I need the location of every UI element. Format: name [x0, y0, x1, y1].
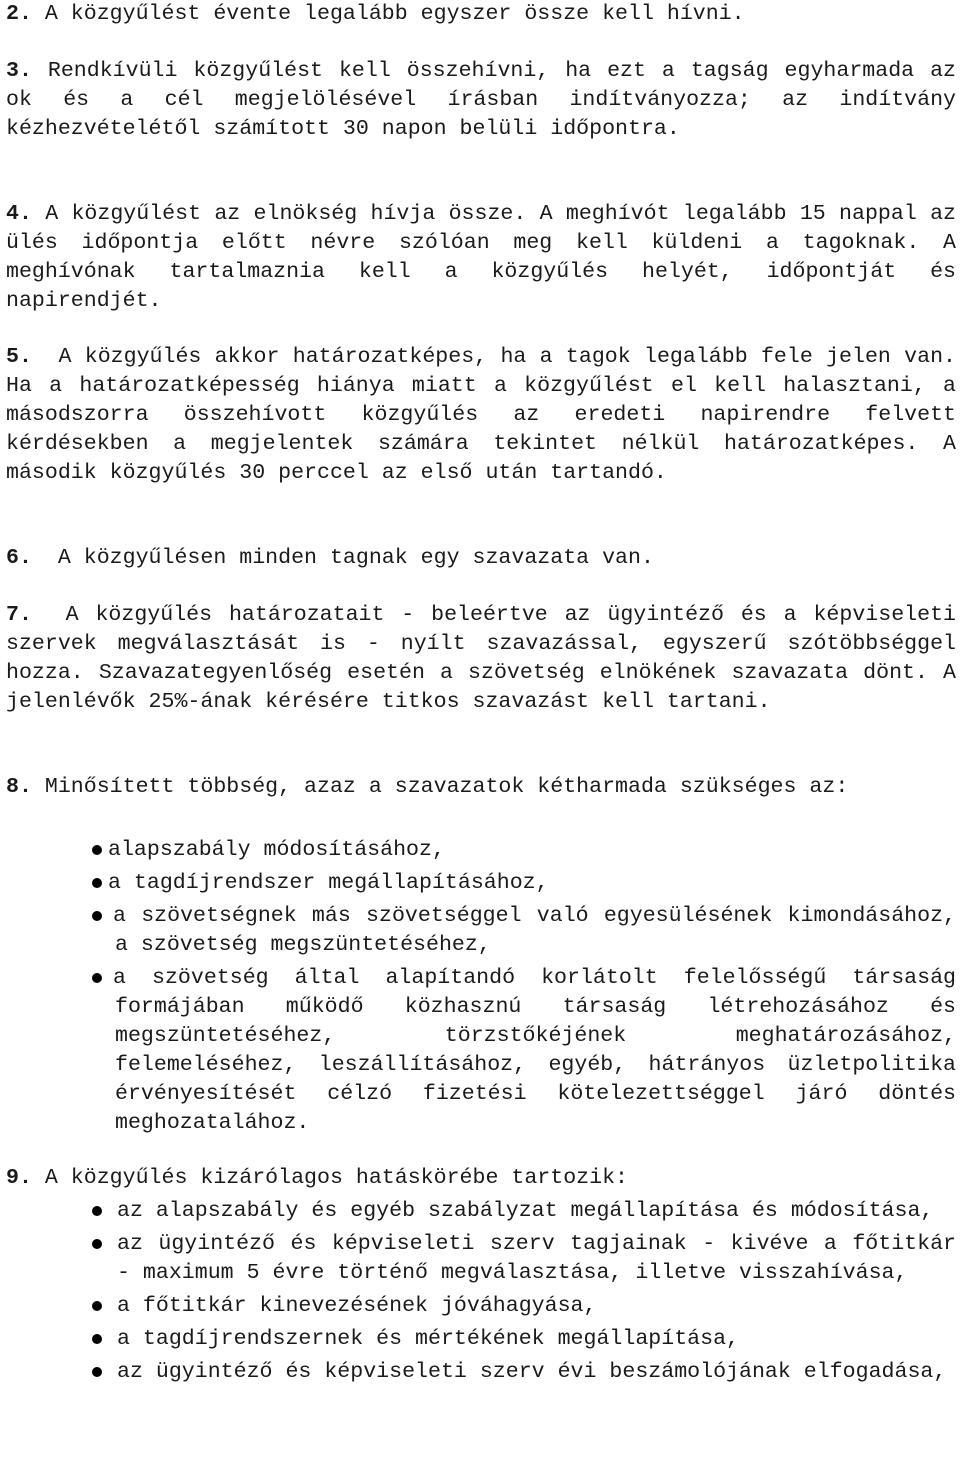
- section-number: 7.: [6, 603, 32, 627]
- section-text: A közgyűlés akkor határozatképes, ha a tagok legalább fele jelen van. Ha a határozatképesség hiánya miatt a közgyűlést el kell halasztani, a másodszorra összehívott közgyűlés az eredeti napirendre felvett kérdésekben a megjelentek számára tekintet nélkül határozatképes. A második közgyűlés 30 perccel az első után tartandó.: [6, 345, 956, 485]
- section-text: A közgyűlés kizárólagos hatáskörébe tartozik:: [44, 1166, 629, 1190]
- bullet-icon: [92, 1206, 102, 1216]
- section-number: 2.: [6, 2, 32, 26]
- list-item: [0, 1292, 956, 1321]
- section-number: 6.: [6, 546, 32, 570]
- section-6: [6, 544, 956, 573]
- section-text: Minősített többség, azaz a szavazatok kétharmada szükséges az:: [44, 775, 849, 799]
- section-2: [6, 0, 956, 29]
- list-item-text: az ügyintéző és képviseleti szerv évi beszámolójának elfogadása,: [117, 1360, 947, 1384]
- section-number: 5.: [6, 345, 32, 369]
- list-item-text: a tagdíjrendszer megállapításához,: [108, 871, 549, 895]
- section-number: 3.: [6, 59, 32, 83]
- list-item-text: az alapszabály és egyéb szabályzat megállapítása és módosítása,: [117, 1199, 934, 1223]
- list-item-text: a szövetség által alapítandó korlátolt felelősségű társaság formájában működő közhasznú társaság létrehozásához és megszüntetéséhez, törzstőkéjének meghatározásához, felemeléséhez, leszállításához, egyéb, hátrányos üzletpolitika érvényesítését célzó fizetési kötelezettséggel járó döntés meghozatalához.: [113, 966, 956, 1135]
- section-3: [6, 57, 956, 144]
- section-4: [6, 200, 956, 316]
- bullet-icon: [92, 911, 102, 921]
- section-text: A közgyűlés határozatait - beleértve az ügyintéző és a képviseleti szervek megválasztását is - nyílt szavazással, egyszerű szótöbbséggel hozza. Szavazategyenlőség esetén a szövetség elnökének szavazata dönt. A jelenlévők 25%-ának kérésére titkos szavazást kell tartani.: [6, 603, 956, 714]
- bullet-icon: [92, 973, 102, 983]
- list-item: [0, 1325, 956, 1354]
- list-item-text: a főtitkár kinevezésének jóváhagyása,: [117, 1294, 597, 1318]
- list-item-text: a tagdíjrendszernek és mértékének megállapítása,: [117, 1327, 740, 1351]
- bullet-icon: [92, 845, 102, 855]
- list-item: [0, 1358, 956, 1387]
- list-item: [0, 964, 956, 1138]
- list-item-text: az ügyintéző és képviseleti szerv tagjainak - kivéve a főtitkár - maximum 5 évre történő megválasztása, illetve visszahívása,: [117, 1232, 956, 1285]
- bullet-icon: [92, 1334, 102, 1344]
- bullet-icon: [92, 878, 102, 888]
- list-item: [0, 1197, 956, 1226]
- section-7: [6, 601, 956, 717]
- section-number: 9.: [6, 1166, 32, 1190]
- section-8: [6, 773, 956, 802]
- section-text: A közgyűlést évente legalább egyszer össze kell hívni.: [44, 2, 745, 26]
- list-item: [0, 902, 956, 960]
- list-item-text: a szövetségnek más szövetséggel való egyesülésének kimondásához, a szövetség megszüntetéséhez,: [113, 904, 956, 957]
- bullet-icon: [92, 1367, 102, 1377]
- section-text: A közgyűlésen minden tagnak egy szavazata van.: [57, 546, 654, 570]
- list-item: [0, 1230, 956, 1288]
- list-item-text: alapszabály módosításához,: [108, 838, 445, 862]
- section-number: 4.: [6, 202, 32, 226]
- bullet-icon: [92, 1301, 102, 1311]
- list-section-8: [0, 836, 956, 1138]
- list-item: [0, 869, 956, 898]
- section-text: A közgyűlést az elnökség hívja össze. A meghívót legalább 15 nappal az ülés időpontja előtt névre szólóan meg kell küldeni a tagoknak. A meghívónak tartalmaznia kell a közgyűlés helyét, időpontját és napirendjét.: [6, 202, 956, 313]
- bullet-icon: [92, 1239, 102, 1249]
- section-5: [6, 343, 956, 488]
- section-9: [6, 1164, 956, 1193]
- list-item: [0, 836, 956, 865]
- section-number: 8.: [6, 775, 32, 799]
- section-text: Rendkívüli közgyűlést kell összehívni, ha ezt a tagság egyharmada az ok és a cél megjelölésével írásban indítványozza; az indítvány kézhezvételétől számított 30 napon belüli időpontra.: [6, 59, 956, 141]
- list-section-9: [0, 1197, 956, 1387]
